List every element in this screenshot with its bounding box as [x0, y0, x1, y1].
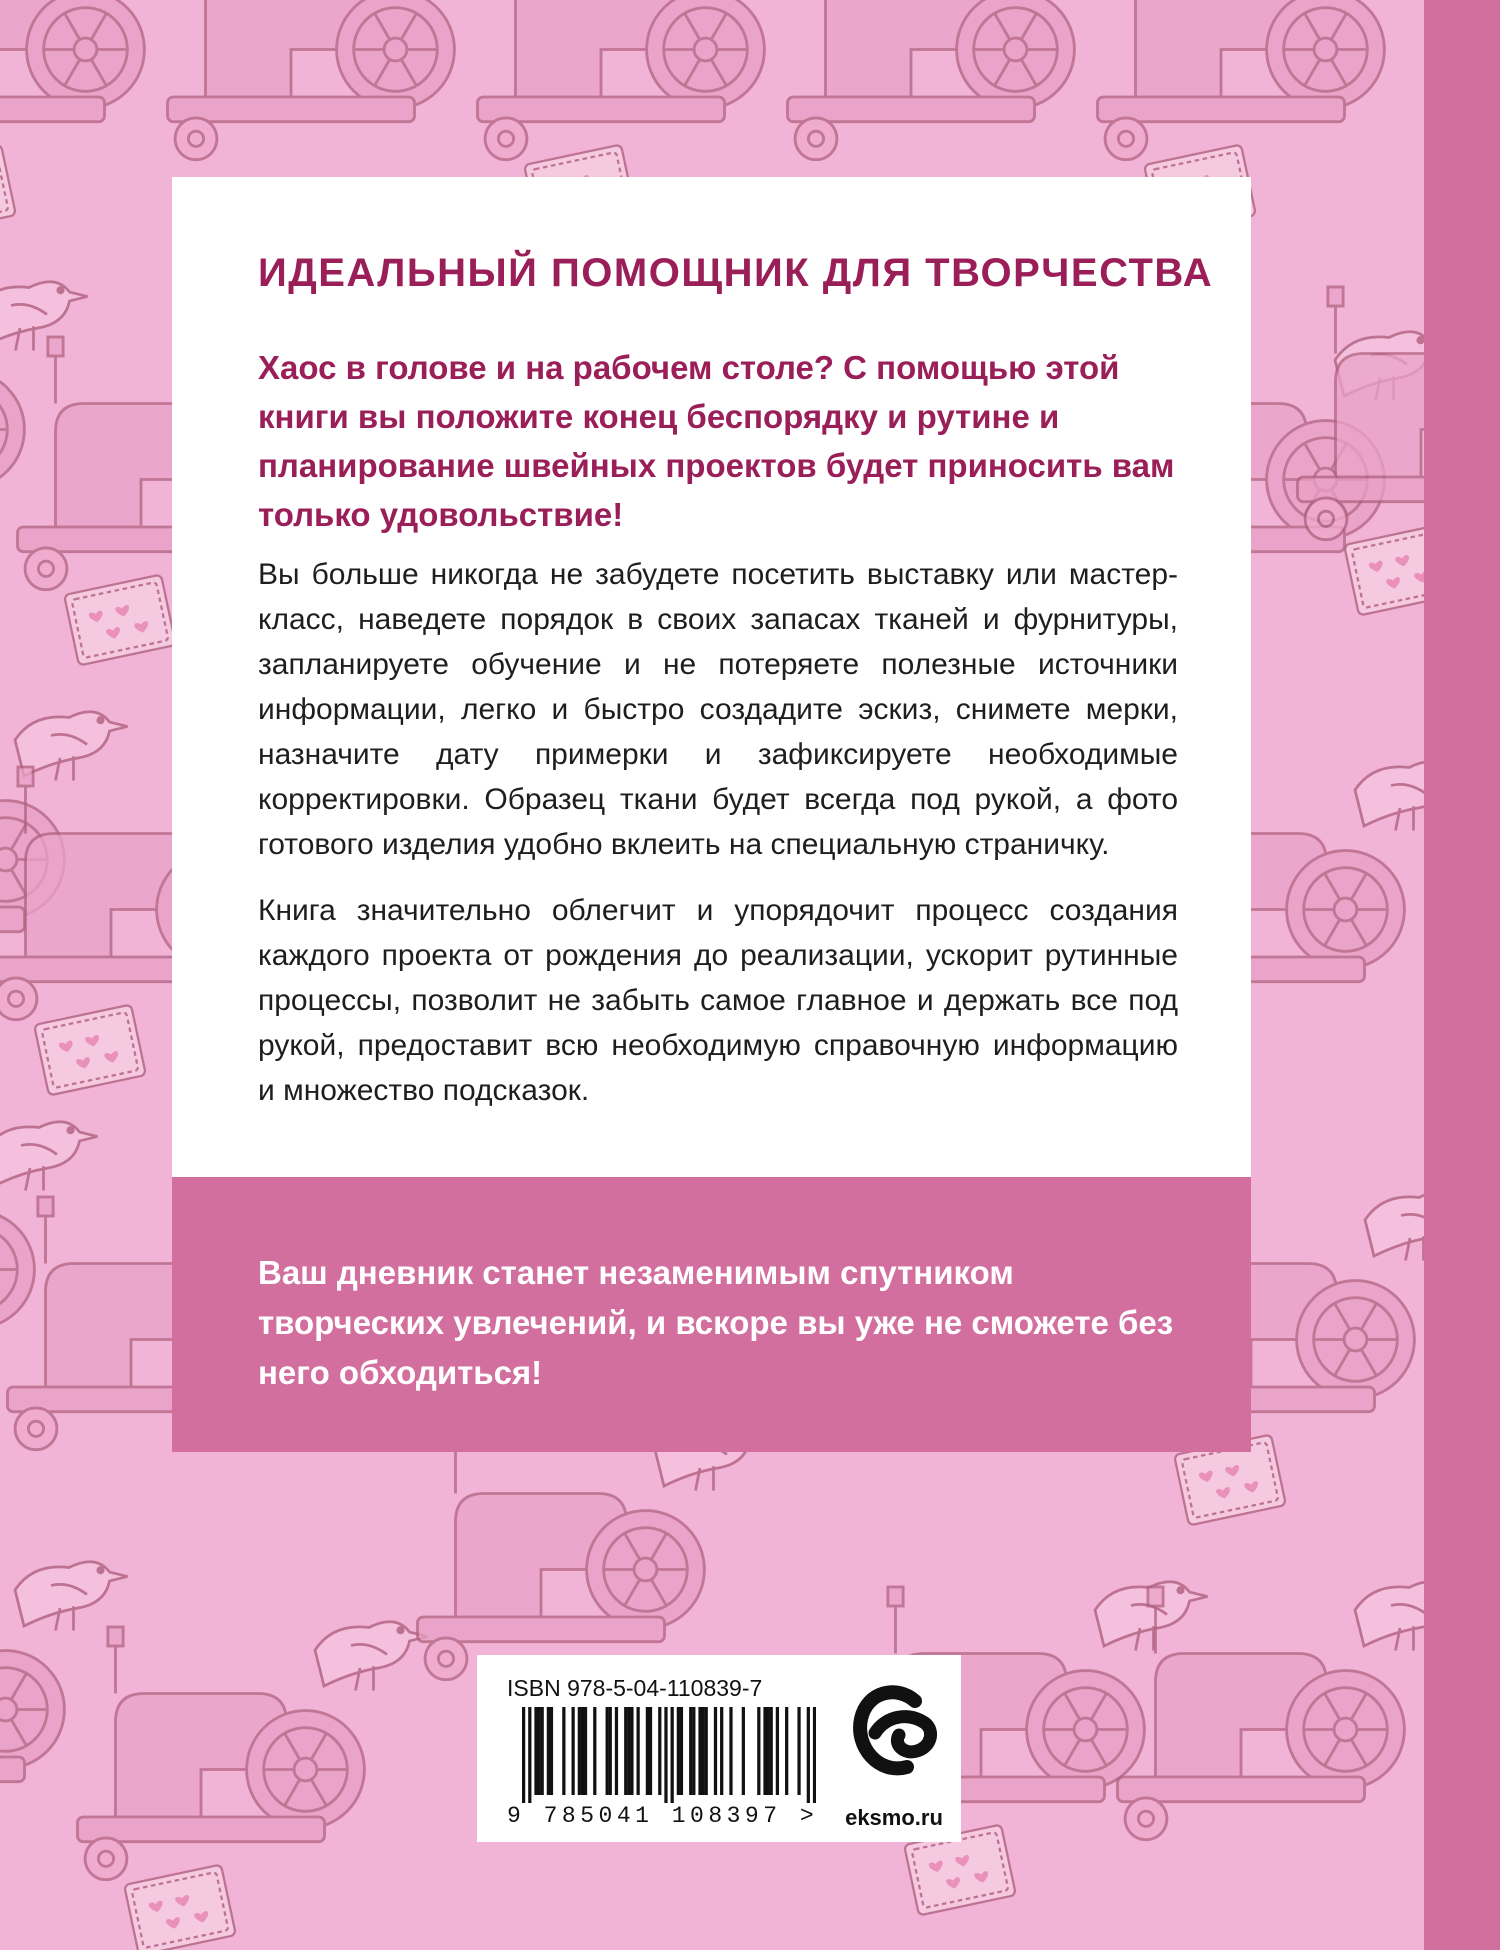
isbn-label: ISBN 978-5-04-110839-7	[507, 1675, 763, 1701]
barcode-bar	[757, 1707, 760, 1795]
barcode-bar	[705, 1707, 708, 1795]
barcode-bar	[547, 1707, 550, 1795]
sewing-machine-motif	[1098, 0, 1385, 160]
barcode-bar	[729, 1707, 732, 1795]
barcode-bar	[541, 1707, 544, 1795]
barcode-bar	[776, 1707, 779, 1795]
barcode-bar	[593, 1707, 596, 1795]
barcode-bar	[584, 1707, 587, 1795]
barcode-bar	[677, 1707, 680, 1795]
barcode-bar	[664, 1707, 667, 1803]
sewing-machine-motif	[0, 0, 144, 160]
heart-cushion-motif	[64, 574, 176, 665]
barcode-bar	[572, 1707, 575, 1795]
barcode-digits: 9 785041 108397 >	[507, 1803, 819, 1829]
barcode-bar	[813, 1707, 816, 1803]
barcode-bar	[785, 1707, 788, 1795]
barcode-bar	[606, 1707, 609, 1795]
barcode-bar	[763, 1707, 766, 1795]
sewing-machine-motif	[788, 0, 1075, 160]
barcode-bar	[742, 1707, 745, 1795]
bird-motif	[0, 282, 87, 351]
barcode-bar	[689, 1707, 692, 1795]
barcode-bar	[720, 1707, 723, 1795]
barcode-bar	[807, 1707, 810, 1803]
barcode-bar	[562, 1707, 565, 1795]
publisher-url: eksmo.ru	[845, 1805, 943, 1830]
body-paragraph-2: Книга значительно облегчит и упорядочит процесс создания каждого проекта от рождения до реализации, ускорит рутинные процессы, позволит не забыть самое главное и держать все под рукой, предоставит всю необходимую справочную информацию и множество подсказок.	[258, 894, 1178, 1107]
barcode-bar	[550, 1707, 553, 1795]
barcode-bar	[698, 1707, 701, 1795]
bird-motif	[315, 1622, 428, 1691]
barcode-bar	[627, 1707, 630, 1795]
heart-cushion-motif	[0, 144, 16, 235]
barcode-bar	[581, 1707, 584, 1795]
barcode-bar	[701, 1707, 704, 1795]
barcode-bar	[537, 1707, 540, 1795]
closing-text: Ваш дневник станет незаменимым спутником творческих увлечений, и вскоре вы уже не сможете без него обходиться!	[258, 1254, 1174, 1391]
description-panel	[172, 177, 1251, 1177]
barcode-bar	[770, 1707, 773, 1795]
barcode-bar	[671, 1707, 674, 1803]
eksmo-logo-icon	[845, 1671, 941, 1795]
spine-edge-strip	[1424, 0, 1500, 1950]
barcode-bar	[615, 1707, 618, 1795]
barcode-bar	[714, 1707, 717, 1795]
sewing-machine-motif	[168, 0, 455, 160]
barcode-bar	[630, 1707, 633, 1795]
barcode-bar	[797, 1707, 800, 1795]
lead-paragraph: Хаос в голове и на рабочем столе? С помощью этой книги вы положите конец беспорядку и рутине и планирование швейных проектов будет приносить вам только удовольствие!	[258, 349, 1175, 533]
barcode-bar	[646, 1707, 649, 1795]
barcode-bar	[624, 1707, 627, 1795]
barcode-bar	[766, 1707, 769, 1795]
sewing-machine-motif	[478, 0, 765, 160]
closing-band	[172, 1177, 1251, 1452]
heart-cushion-motif	[34, 1004, 146, 1095]
panel-title: ИДЕАЛЬНЫЙ ПОМОЩНИК ДЛЯ ТВОРЧЕСТВА	[258, 251, 1214, 295]
barcode-bar	[649, 1707, 652, 1795]
barcode-bar	[609, 1707, 612, 1795]
body-paragraph-1: Вы больше никогда не забудете посетить выставку или мастер-класс, наведете порядок в своих запасах тканей и фурнитуры, запланируете обучение и не потеряете полезные источники информации, легко и быстро создадите эскиз, снимете мерки, назначите дату примерки и зафиксируете необходимые корректировки. Образец ткани будет всегда под рукой, а фото готового изделия удобно вклеить на специальную страничку.	[258, 558, 1178, 861]
bird-motif	[15, 1562, 128, 1631]
barcode-bar	[637, 1707, 640, 1795]
barcode-bar	[528, 1707, 531, 1803]
isbn-barcode-block	[477, 1655, 961, 1842]
barcode-bar	[578, 1707, 581, 1795]
heart-cushion-motif	[124, 1864, 236, 1950]
barcode	[522, 1707, 816, 1803]
barcode-bar	[658, 1707, 661, 1795]
bird-motif	[0, 1122, 97, 1191]
barcode-bar	[680, 1707, 683, 1795]
barcode-bar	[534, 1707, 537, 1795]
barcode-bar	[522, 1707, 525, 1803]
barcode-bar	[692, 1707, 695, 1795]
